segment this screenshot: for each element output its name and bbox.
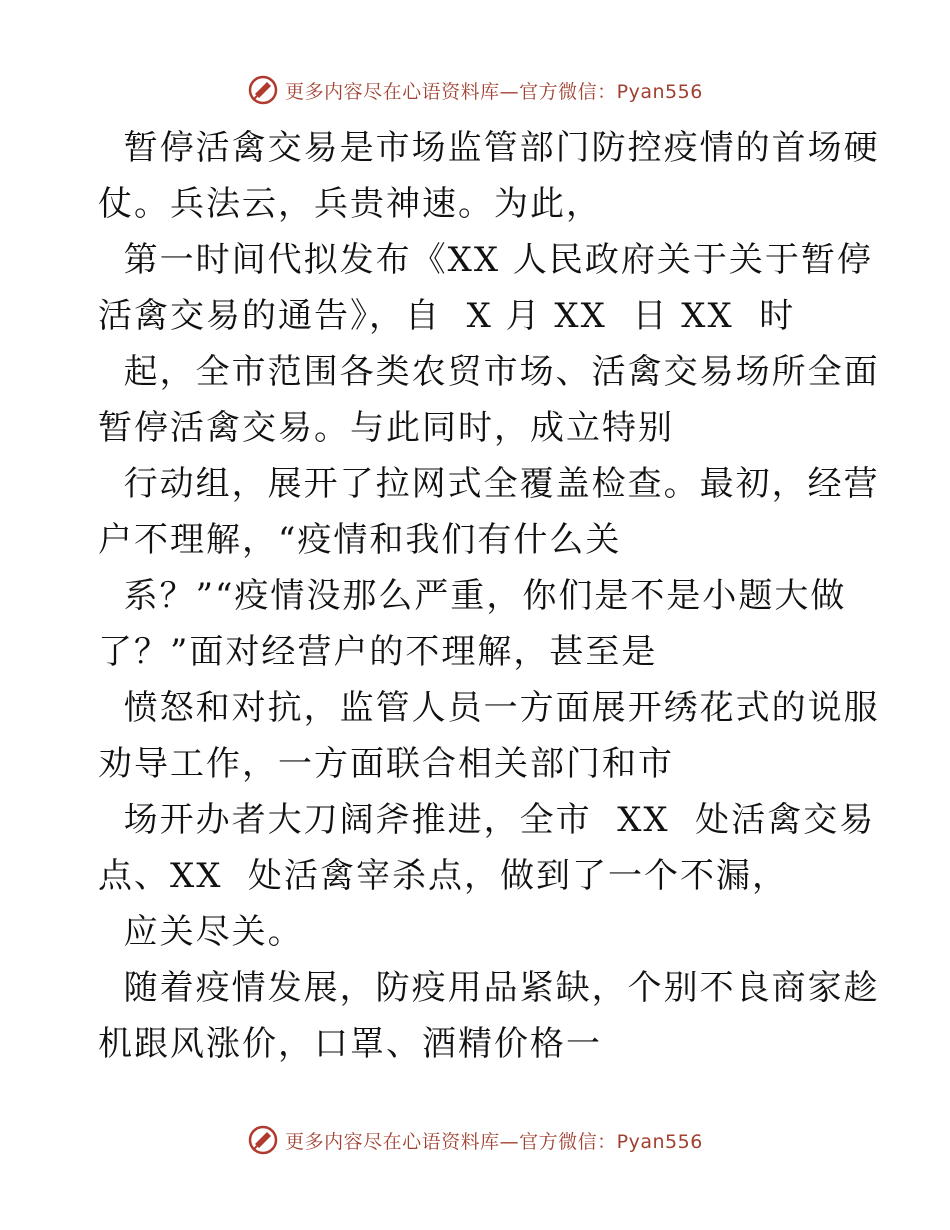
header-watermark-text: 更多内容尽在心语资料库—官方微信：Pyan556 <box>285 80 703 103</box>
paragraph-6: 愤怒和对抗，监管人员一方面展开绣花式的说服 劝导工作，一方面联合相关部门和市 <box>98 688 880 784</box>
paragraph-3: 起，全市范围各类农贸市场、活禽交易场所全面 暂停活禽交易。与此同时，成立特别 <box>98 352 880 448</box>
footer-watermark-text: 更多内容尽在心语资料库—官方微信：Pyan556 <box>285 1130 703 1153</box>
paragraph-2: 第一时间代拟发布《XX 人民政府关于关于暂停 活禽交易的通告》，自 X 月 XX 日 XX 时 <box>98 240 873 336</box>
paragraph-4: 行动组，展开了拉网式全覆盖检查。最初，经营 户不理解，“疫情和我们有什么关 <box>98 464 880 560</box>
footer-watermark-banner <box>0 1120 950 1160</box>
logo-icon <box>247 74 279 106</box>
header-watermark-banner <box>0 70 950 110</box>
paragraph-1: 暂停活禽交易是市场监管部门防控疫情的首场硬 仗。兵法云，兵贵神速。为此， <box>98 128 880 224</box>
logo-icon <box>247 1124 279 1156</box>
paragraph-8: 应关尽关。 <box>98 912 304 952</box>
paragraph-5: 系？”“疫情没那么严重，你们是不是小题大做 了？”面对经营户的不理解，甚至是 <box>98 576 847 672</box>
paragraph-7: 场开办者大刀阔斧推进，全市 XX 处活禽交易 点、XX 处活禽宰杀点，做到了一个不漏， <box>98 800 876 896</box>
paragraph-9: 随着疫情发展，防疫用品紧缺，个别不良商家趁 机跟风涨价，口罩、酒精价格一 <box>98 968 880 1064</box>
document-body <box>98 120 880 1072</box>
